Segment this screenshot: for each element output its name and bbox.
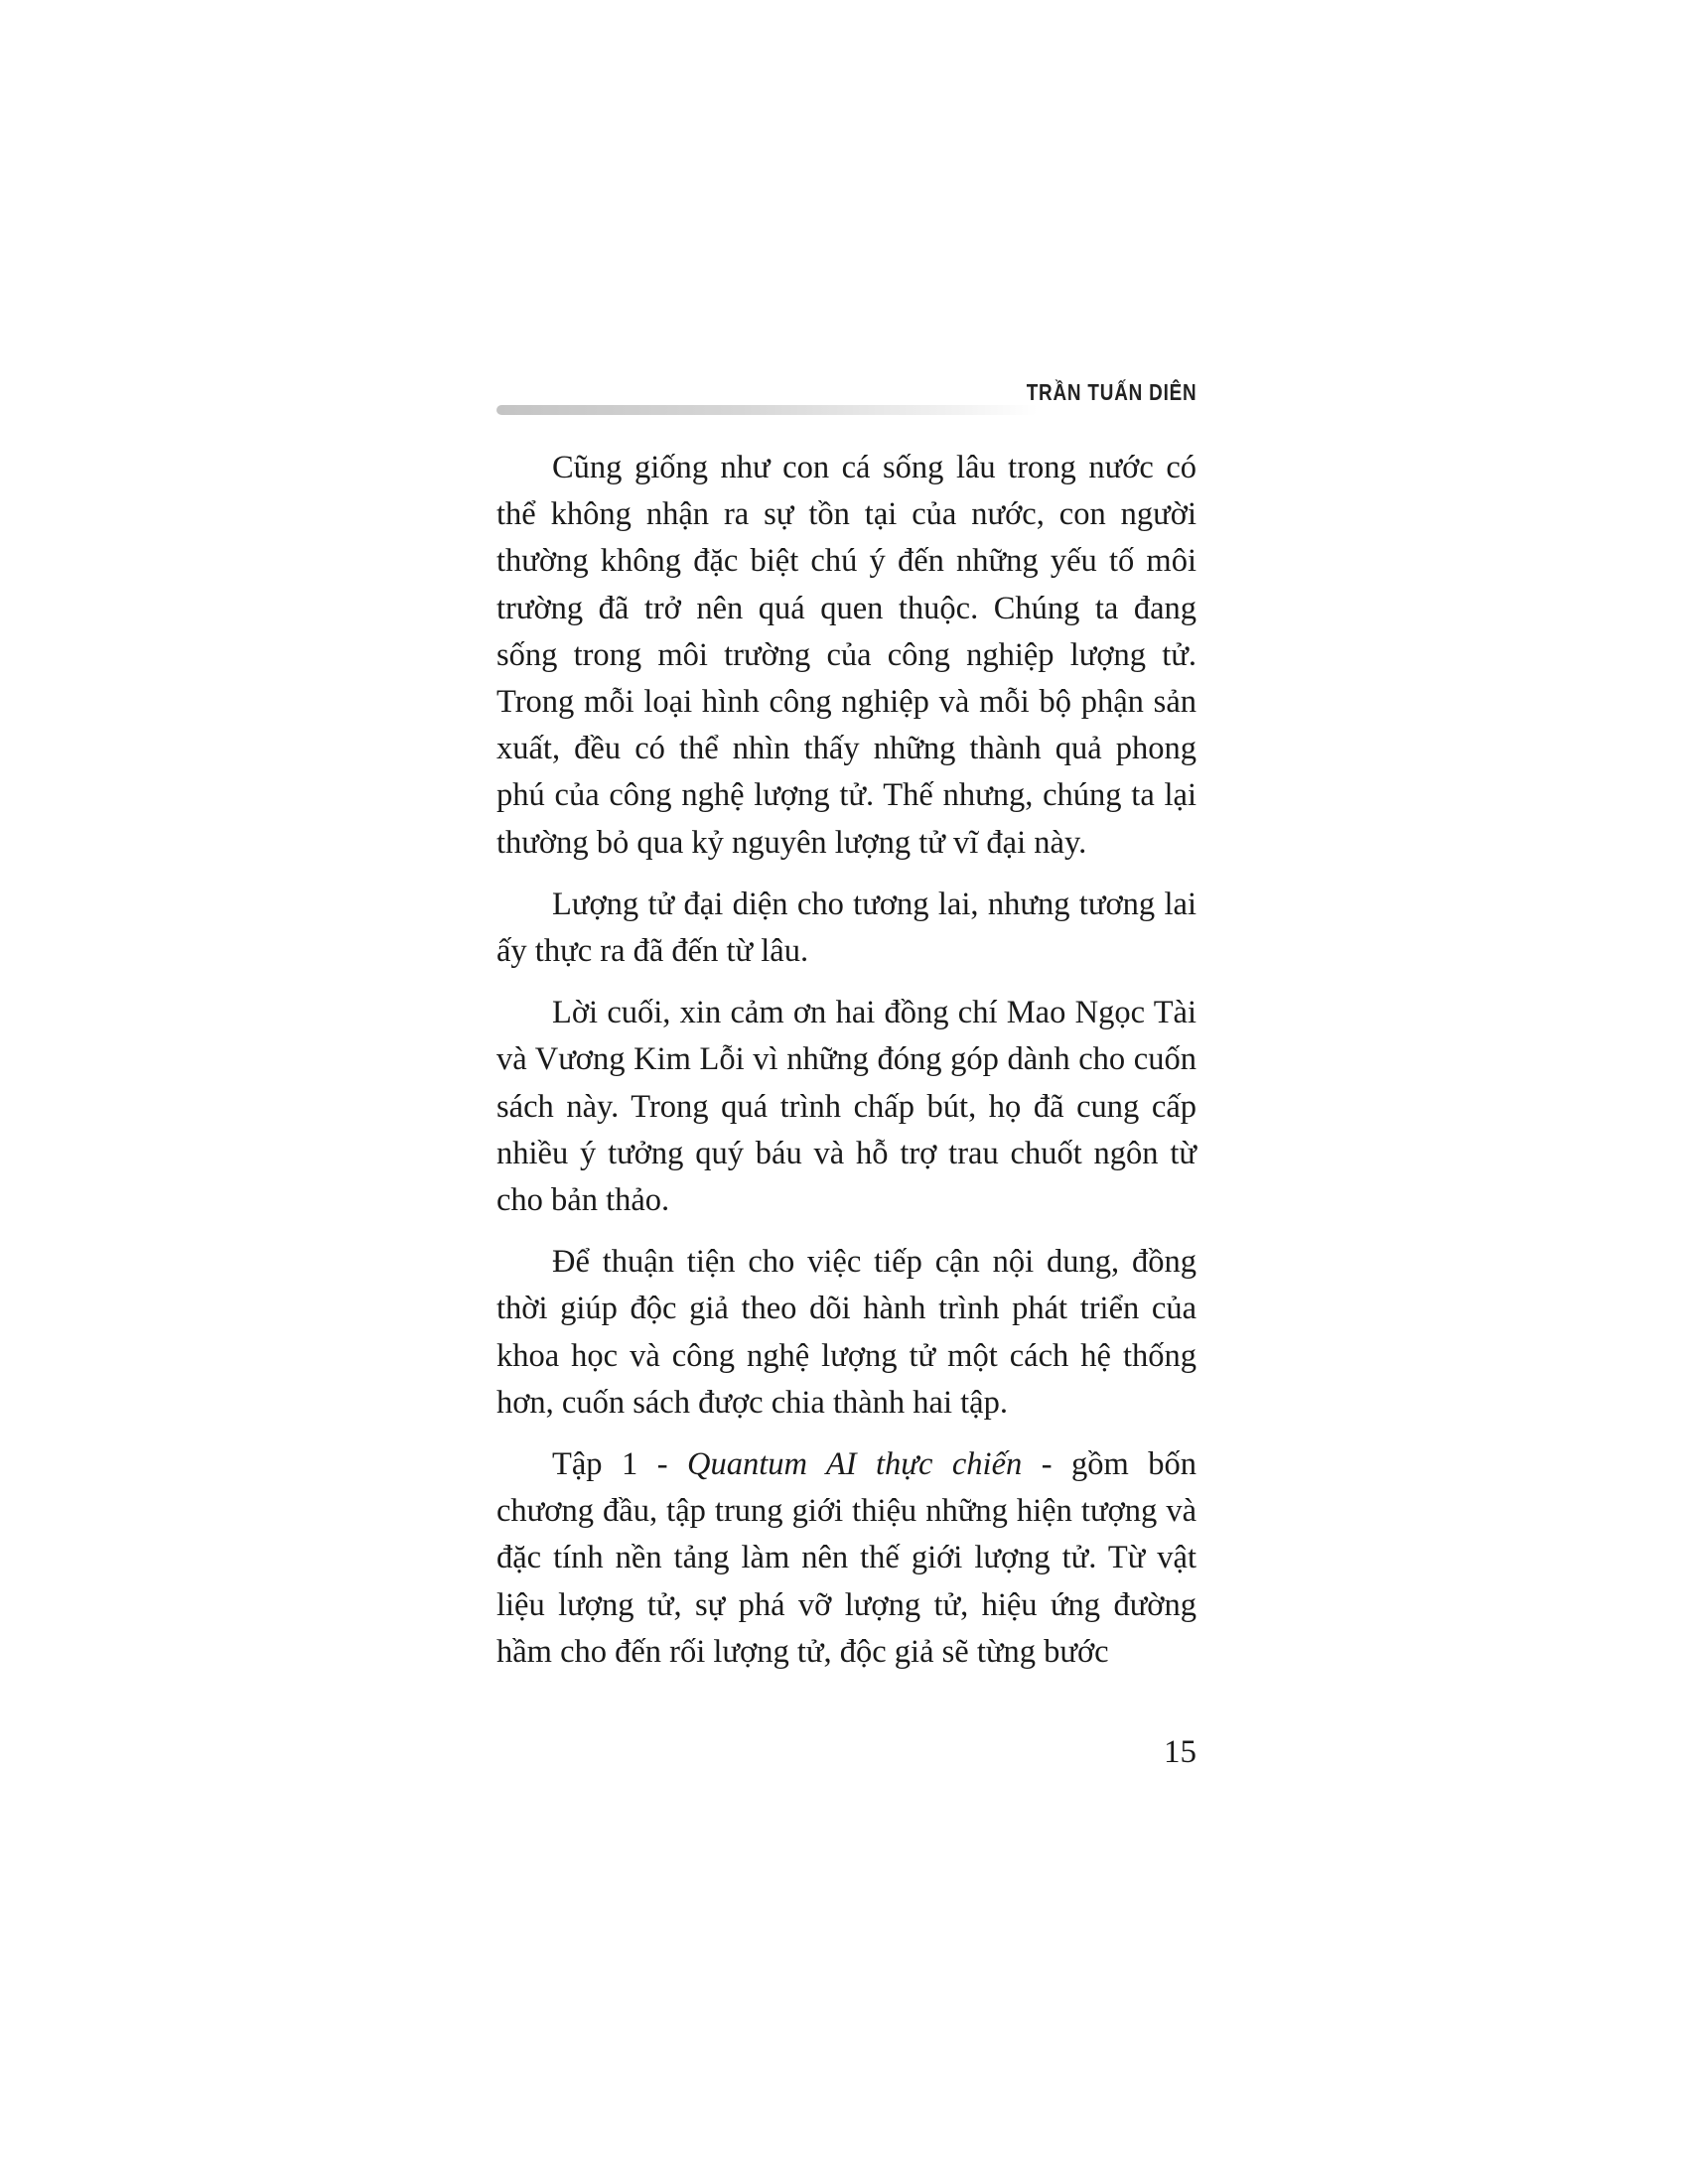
header-rule [496,405,1038,415]
body-text [496,445,1196,1691]
paragraph: Cũng giống như con cá sống lâu trong nước có thể không nhận ra sự tồn tại của nước, con người thường không đặc biệt chú ý đến những yếu tố môi trường đã trở nên quá quen thuộc. Chúng ta đang sống trong môi trường của công nghiệp lượng tử. Trong mỗi loại hình công nghiệp và mỗi bộ phận sản xuất, đều có thể nhìn thấy những thành quả phong phú của công nghệ lượng tử. Thế nhưng, chúng ta lại thường bỏ qua kỷ nguyên lượng tử vĩ đại này. [496,450,1196,861]
header-author-name: TRẦN TUẤN DIÊN [1026,379,1196,405]
paragraph: Lượng tử đại diện cho tương lai, nhưng tương lai ấy thực ra đã đến từ lâu. [496,886,1196,970]
running-header [496,369,1196,419]
paragraph: Lời cuối, xin cảm ơn hai đồng chí Mao Ngọc Tài và Vương Kim Lỗi vì những đóng góp dành cho cuốn sách này. Trong quá trình chấp bút, họ đã cung cấp nhiều ý tưởng quý báu và hỗ trợ trau chuốt ngôn từ cho bản thảo. [496,995,1196,1219]
paragraph: Để thuận tiện cho việc tiếp cận nội dung, đồng thời giúp độc giả theo dõi hành trình phát triển của khoa học và công nghệ lượng tử một cách hệ thống hơn, cuốn sách được chia thành hai tập. [496,1244,1196,1421]
paragraph-prefix: Tập 1 - [552,1446,687,1483]
page-number: 15 [1164,1734,1196,1770]
book-title-italic: Quantum AI thực chiến [687,1446,1023,1483]
paragraph-volume-1 [496,1441,1196,1676]
paragraph-suffix: - gồm bốn chương đầu, tập trung giới thiệu những hiện tượng và đặc tính nền tảng làm nên thế giới lượng tử. Từ vật liệu lượng tử, sự phá vỡ lượng tử, hiệu ứng đường hầm cho đến rối lượng tử, độc giả sẽ từng bước [496,1446,1197,1670]
